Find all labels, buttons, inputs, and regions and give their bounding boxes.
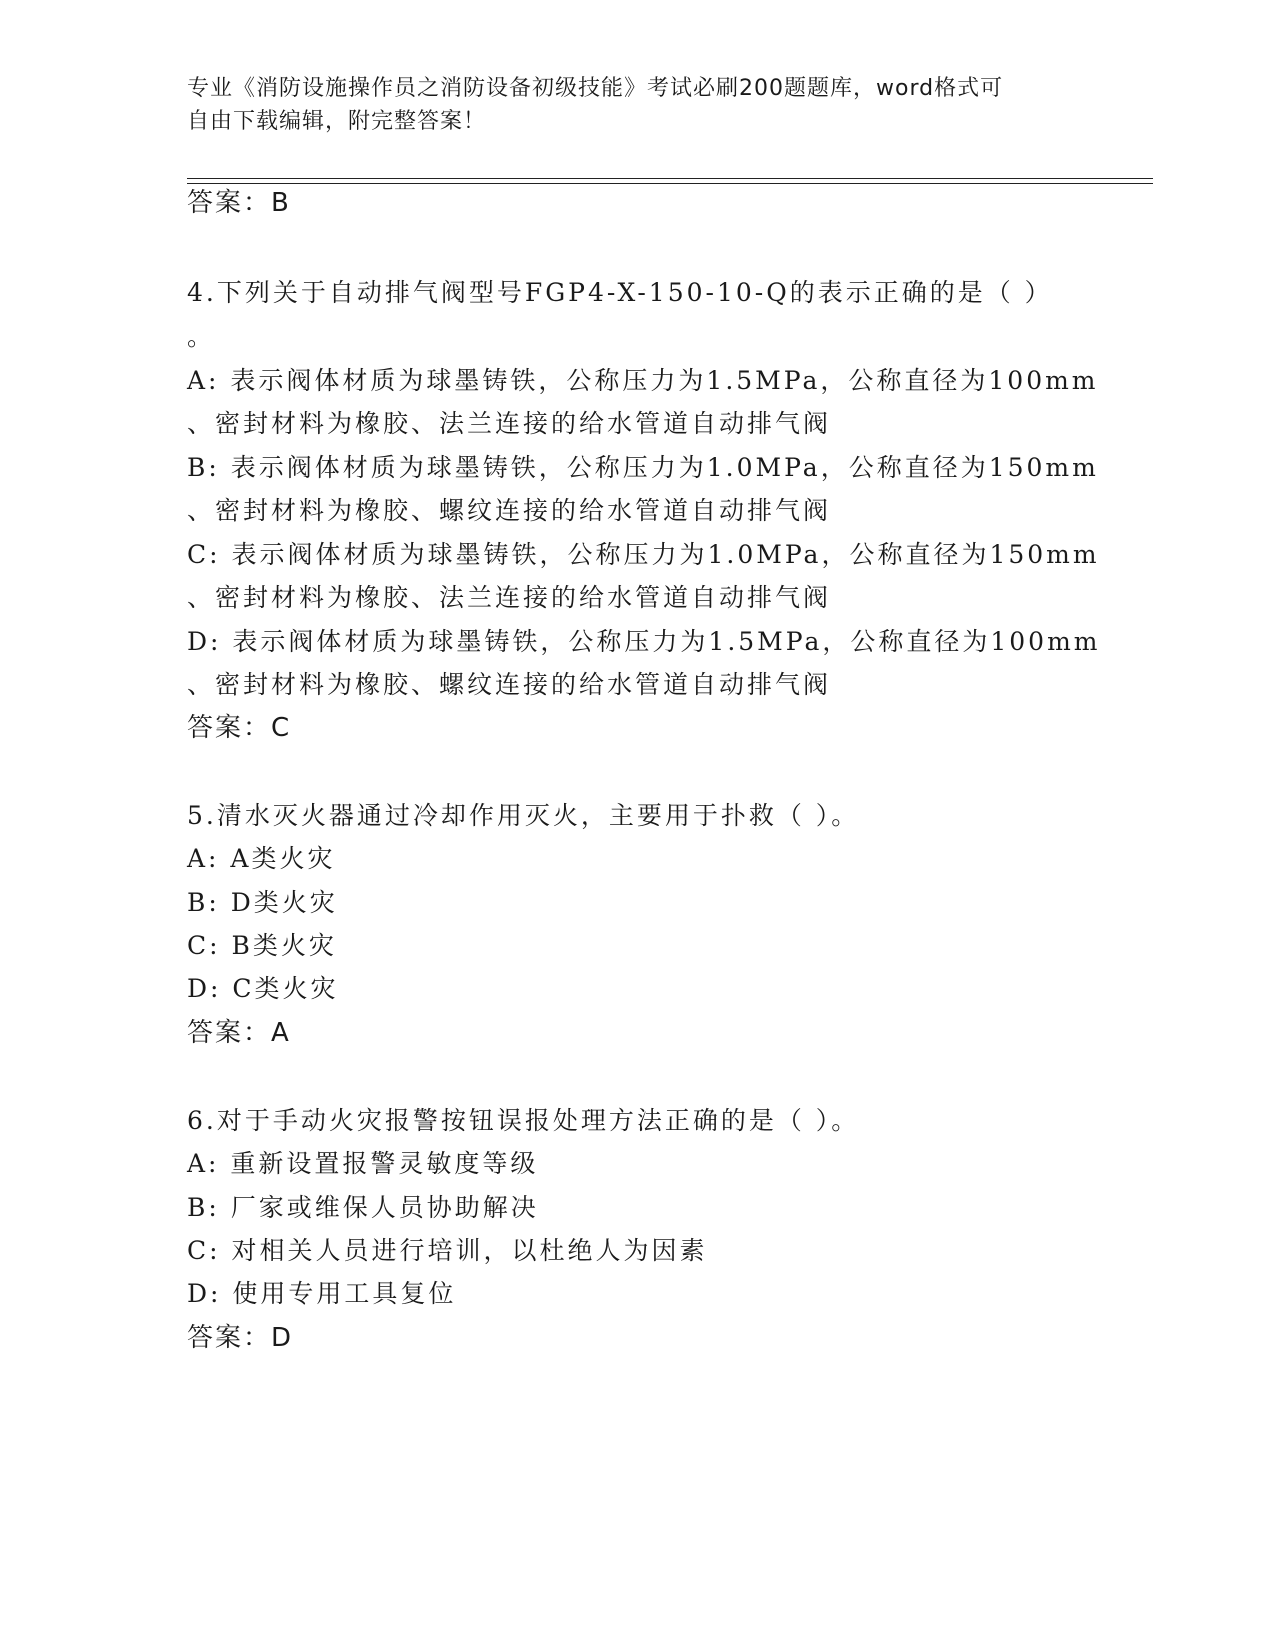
document-header bbox=[187, 72, 1087, 138]
question-6-stem: 6.对于手动火灾报警按钮误报处理方法正确的是（ ）。 bbox=[187, 1106, 860, 1135]
question-4-option-c: C: 表示阀体材质为球墨铸铁，公称压力为1.0MPa，公称直径为150mm bbox=[187, 540, 1100, 569]
question-6-option-d: D: 使用专用工具复位 bbox=[187, 1279, 457, 1308]
question-4-stem: 4.下列关于自动排气阀型号FGP4-X-150-10-Q的表示正确的是（ ） bbox=[187, 278, 1053, 307]
question-6-answer: 答案：D bbox=[187, 1323, 294, 1353]
question-4-option-d: D: 表示阀体材质为球墨铸铁，公称压力为1.5MPa，公称直径为100mm bbox=[187, 627, 1101, 656]
question-6-option-c: C: 对相关人员进行培训，以杜绝人为因素 bbox=[187, 1236, 708, 1265]
question-5-stem: 5.清水灭火器通过冷却作用灭火，主要用于扑救（ ）。 bbox=[187, 801, 860, 830]
question-5-option-a: A: A类火灾 bbox=[187, 844, 336, 873]
question-4-option-b: B: 表示阀体材质为球墨铸铁，公称压力为1.0MPa，公称直径为150mm bbox=[187, 453, 1099, 482]
header-line-1: 专业《消防设施操作员之消防设备初级技能》考试必刷200题题库，word格式可 bbox=[187, 76, 1004, 101]
question-4-option-a: A: 表示阀体材质为球墨铸铁，公称压力为1.5MPa，公称直径为100mm bbox=[187, 366, 1099, 395]
header-divider-bottom bbox=[187, 183, 1153, 184]
question-4-stem-cont: 。 bbox=[187, 322, 216, 351]
question-5-option-c: C: B类火灾 bbox=[187, 931, 337, 960]
question-4-option-c-cont: 、密封材料为橡胶、法兰连接的给水管道自动排气阀 bbox=[187, 583, 832, 612]
question-6-option-b: B: 厂家或维保人员协助解决 bbox=[187, 1193, 539, 1222]
question-5-option-d: D: C类火灾 bbox=[187, 974, 339, 1003]
header-divider-top bbox=[187, 178, 1153, 179]
question-4-option-d-cont: 、密封材料为橡胶、螺纹连接的给水管道自动排气阀 bbox=[187, 670, 832, 699]
question-4-option-a-cont: 、密封材料为橡胶、法兰连接的给水管道自动排气阀 bbox=[187, 409, 832, 438]
question-4-answer: 答案：C bbox=[187, 713, 292, 743]
header-line-2: 自由下载编辑，附完整答案！ bbox=[187, 109, 487, 134]
question-5-answer: 答案：A bbox=[187, 1018, 291, 1048]
previous-answer: 答案：B bbox=[187, 188, 291, 218]
question-4-option-b-cont: 、密封材料为橡胶、螺纹连接的给水管道自动排气阀 bbox=[187, 496, 832, 525]
question-5-option-b: B: D类火灾 bbox=[187, 888, 338, 917]
question-6-option-a: A: 重新设置报警灵敏度等级 bbox=[187, 1149, 539, 1178]
